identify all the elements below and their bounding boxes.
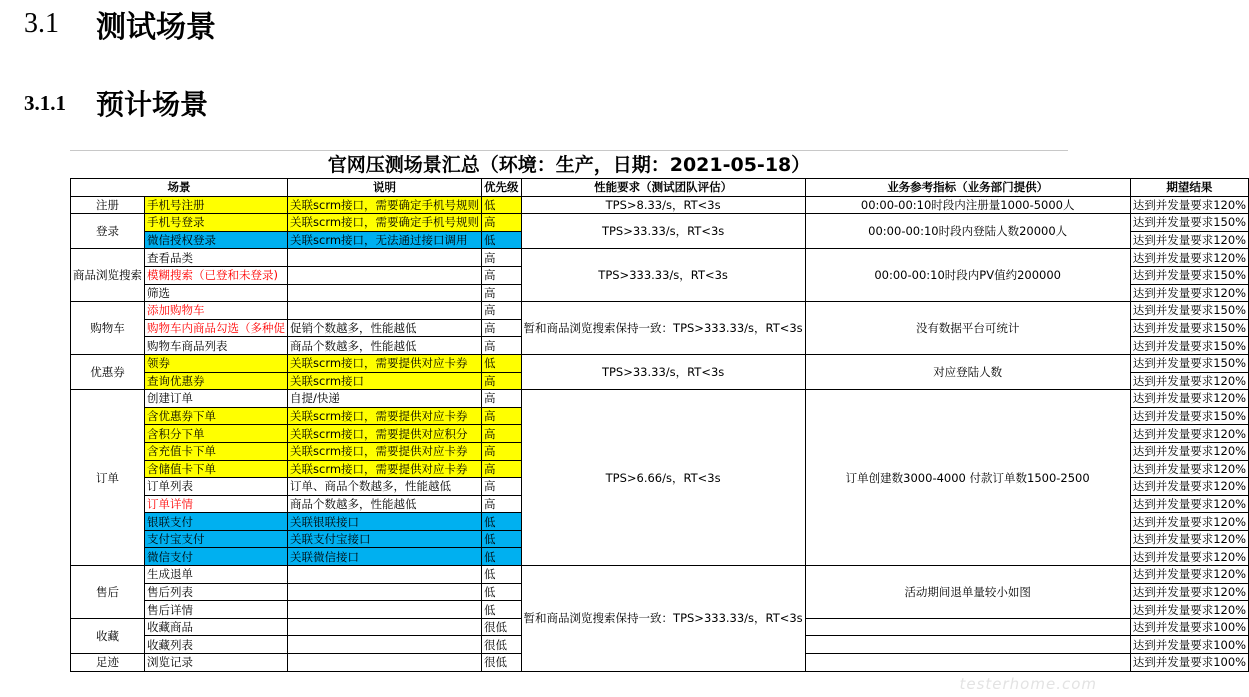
desc-cell: 商品个数越多，性能越低: [288, 495, 482, 513]
result-cell: 达到并发量要求120%: [1130, 460, 1248, 478]
item-cell: 查看品类: [145, 249, 288, 267]
result-cell: 达到并发量要求120%: [1130, 390, 1248, 408]
scenario-table: [70, 178, 1249, 672]
group-cell: 售后: [71, 566, 145, 619]
item-cell: 售后列表: [145, 583, 288, 601]
item-cell: 售后详情: [145, 601, 288, 619]
subsection-heading: [24, 83, 208, 123]
desc-cell: 订单、商品个数越多，性能越低: [288, 478, 482, 496]
result-cell: 达到并发量要求120%: [1130, 566, 1248, 584]
result-cell: 达到并发量要求120%: [1130, 495, 1248, 513]
priority-cell: 高: [482, 478, 522, 496]
business-cell: [805, 636, 1130, 654]
desc-cell: [288, 302, 482, 320]
item-cell: 微信授权登录: [145, 231, 288, 249]
item-cell: 微信支付: [145, 548, 288, 566]
desc-cell: 关联scrm接口，需要确定手机号规则: [288, 214, 482, 232]
result-cell: 达到并发量要求120%: [1130, 478, 1248, 496]
header-scenario: 场景: [71, 179, 288, 197]
item-cell: 支付宝支付: [145, 530, 288, 548]
desc-cell: [288, 284, 482, 302]
result-cell: 达到并发量要求120%: [1130, 231, 1248, 249]
priority-cell: 高: [482, 442, 522, 460]
business-cell: 对应登陆人数: [805, 354, 1130, 389]
priority-cell: 低: [482, 601, 522, 619]
perf-cell: 暂和商品浏览搜索保持一致：TPS>333.33/s，RT<3s: [521, 566, 805, 672]
desc-cell: [288, 583, 482, 601]
group-cell: 登录: [71, 214, 145, 249]
business-cell: 00:00-00:10时段内注册量1000-5000人: [805, 196, 1130, 214]
header-description: 说明: [288, 179, 482, 197]
desc-cell: 关联scrm接口，需要提供对应卡券: [288, 460, 482, 478]
sheet-title: 官网压测场景汇总（环境：生产，日期：2021-05-18）: [327, 154, 811, 176]
item-cell: 订单详情: [145, 495, 288, 513]
desc-cell: 关联支付宝接口: [288, 530, 482, 548]
result-cell: 达到并发量要求100%: [1130, 654, 1248, 672]
priority-cell: 高: [482, 495, 522, 513]
table-row: [71, 196, 1249, 214]
perf-cell: TPS>33.33/s，RT<3s: [521, 354, 805, 389]
header-expected-result: 期望结果: [1130, 179, 1248, 197]
item-cell: 订单列表: [145, 478, 288, 496]
perf-cell: TPS>33.33/s，RT<3s: [521, 214, 805, 249]
priority-cell: 低: [482, 196, 522, 214]
priority-cell: 低: [482, 354, 522, 372]
result-cell: 达到并发量要求120%: [1130, 196, 1248, 214]
result-cell: 达到并发量要求120%: [1130, 442, 1248, 460]
business-cell: 活动期间退单量较小如图: [805, 566, 1130, 619]
section-number: 3.1: [24, 8, 59, 39]
priority-cell: 高: [482, 214, 522, 232]
perf-cell: TPS>6.66/s，RT<3s: [521, 390, 805, 566]
table-row: [71, 302, 1249, 320]
business-cell: 00:00-00:10时段内登陆人数20000人: [805, 214, 1130, 249]
result-cell: 达到并发量要求150%: [1130, 302, 1248, 320]
subsection-title: 预计场景: [96, 88, 209, 121]
item-cell: 浏览记录: [145, 654, 288, 672]
desc-cell: 促销个数越多，性能越低: [288, 319, 482, 337]
business-cell: 00:00-00:10时段内PV值约200000: [805, 249, 1130, 302]
group-cell: 足迹: [71, 654, 145, 672]
group-cell: 订单: [71, 390, 145, 566]
perf-cell: 暂和商品浏览搜索保持一致：TPS>333.33/s，RT<3s: [521, 302, 805, 355]
group-cell: 收藏: [71, 618, 145, 653]
subsection-number: 3.1.1: [24, 90, 66, 115]
table-row: [71, 249, 1249, 267]
header-business-metric: 业务参考指标（业务部门提供）: [805, 179, 1130, 197]
result-cell: 达到并发量要求120%: [1130, 249, 1248, 267]
result-cell: 达到并发量要求120%: [1130, 530, 1248, 548]
business-cell: 没有数据平台可统计: [805, 302, 1130, 355]
item-cell: 创建订单: [145, 390, 288, 408]
desc-cell: 商品个数越多，性能越低: [288, 337, 482, 355]
priority-cell: 低: [482, 530, 522, 548]
priority-cell: 高: [482, 407, 522, 425]
desc-cell: 关联scrm接口，需要提供对应卡券: [288, 407, 482, 425]
item-cell: 含积分下单: [145, 425, 288, 443]
business-cell: [805, 654, 1130, 672]
result-cell: 达到并发量要求120%: [1130, 372, 1248, 390]
priority-cell: 高: [482, 266, 522, 284]
priority-cell: 高: [482, 249, 522, 267]
priority-cell: 很低: [482, 636, 522, 654]
result-cell: 达到并发量要求150%: [1130, 354, 1248, 372]
result-cell: 达到并发量要求100%: [1130, 618, 1248, 636]
result-cell: 达到并发量要求120%: [1130, 425, 1248, 443]
desc-cell: 关联scrm接口，需要提供对应卡券: [288, 354, 482, 372]
result-cell: 达到并发量要求150%: [1130, 407, 1248, 425]
group-cell: 优惠券: [71, 354, 145, 389]
table-row: [71, 566, 1249, 584]
result-cell: 达到并发量要求150%: [1130, 337, 1248, 355]
desc-cell: [288, 601, 482, 619]
desc-cell: 关联银联接口: [288, 513, 482, 531]
item-cell: 银联支付: [145, 513, 288, 531]
table-row: [71, 354, 1249, 372]
priority-cell: 高: [482, 337, 522, 355]
table-row: [71, 214, 1249, 232]
table-row: [71, 390, 1249, 408]
group-cell: 商品浏览搜索: [71, 249, 145, 302]
desc-cell: [288, 654, 482, 672]
priority-cell: 低: [482, 583, 522, 601]
desc-cell: [288, 618, 482, 636]
result-cell: 达到并发量要求120%: [1130, 548, 1248, 566]
priority-cell: 高: [482, 284, 522, 302]
divider: [70, 150, 1068, 151]
result-cell: 达到并发量要求150%: [1130, 319, 1248, 337]
item-cell: 收藏商品: [145, 618, 288, 636]
result-cell: 达到并发量要求150%: [1130, 266, 1248, 284]
desc-cell: 关联scrm接口: [288, 372, 482, 390]
result-cell: 达到并发量要求120%: [1130, 513, 1248, 531]
priority-cell: 高: [482, 319, 522, 337]
item-cell: 模糊搜索（已登和未登录): [145, 266, 288, 284]
priority-cell: 高: [482, 390, 522, 408]
priority-cell: 低: [482, 513, 522, 531]
item-cell: 收藏列表: [145, 636, 288, 654]
desc-cell: [288, 249, 482, 267]
business-cell: [805, 618, 1130, 636]
desc-cell: 关联scrm接口，需要确定手机号规则: [288, 196, 482, 214]
priority-cell: 低: [482, 548, 522, 566]
group-cell: 注册: [71, 196, 145, 214]
item-cell: 含优惠券下单: [145, 407, 288, 425]
result-cell: 达到并发量要求150%: [1130, 214, 1248, 232]
priority-cell: 高: [482, 372, 522, 390]
desc-cell: [288, 566, 482, 584]
item-cell: 手机号注册: [145, 196, 288, 214]
item-cell: 手机号登录: [145, 214, 288, 232]
desc-cell: [288, 636, 482, 654]
header-priority: 优先级: [482, 179, 522, 197]
business-cell: 订单创建数3000-4000 付款订单数1500-2500: [805, 390, 1130, 566]
priority-cell: 很低: [482, 654, 522, 672]
section-title: 测试场景: [96, 10, 216, 45]
desc-cell: 自提/快递: [288, 390, 482, 408]
priority-cell: 高: [482, 425, 522, 443]
header-row: [71, 179, 1249, 197]
priority-cell: 低: [482, 231, 522, 249]
group-cell: 购物车: [71, 302, 145, 355]
result-cell: 达到并发量要求120%: [1130, 583, 1248, 601]
item-cell: 生成退单: [145, 566, 288, 584]
item-cell: 含储值卡下单: [145, 460, 288, 478]
perf-cell: TPS>333.33/s，RT<3s: [521, 249, 805, 302]
item-cell: 筛选: [145, 284, 288, 302]
item-cell: 含充值卡下单: [145, 442, 288, 460]
desc-cell: 关联scrm接口，需要提供对应卡券: [288, 442, 482, 460]
priority-cell: 高: [482, 460, 522, 478]
result-cell: 达到并发量要求120%: [1130, 601, 1248, 619]
desc-cell: 关联scrm接口，需要提供对应积分: [288, 425, 482, 443]
watermark: testerhome.com: [959, 675, 1097, 693]
item-cell: 领券: [145, 354, 288, 372]
result-cell: 达到并发量要求100%: [1130, 636, 1248, 654]
desc-cell: 关联scrm接口，无法通过接口调用: [288, 231, 482, 249]
item-cell: 购物车商品列表: [145, 337, 288, 355]
result-cell: 达到并发量要求120%: [1130, 284, 1248, 302]
item-cell: 添加购物车: [145, 302, 288, 320]
desc-cell: [288, 266, 482, 284]
desc-cell: 关联微信接口: [288, 548, 482, 566]
item-cell: 查询优惠券: [145, 372, 288, 390]
section-heading: [24, 4, 216, 44]
priority-cell: 高: [482, 302, 522, 320]
item-cell: 购物车内商品勾选（多种促: [145, 319, 288, 337]
priority-cell: 低: [482, 566, 522, 584]
perf-cell: TPS>8.33/s，RT<3s: [521, 196, 805, 214]
header-performance: 性能要求（测试团队评估）: [521, 179, 805, 197]
priority-cell: 很低: [482, 618, 522, 636]
